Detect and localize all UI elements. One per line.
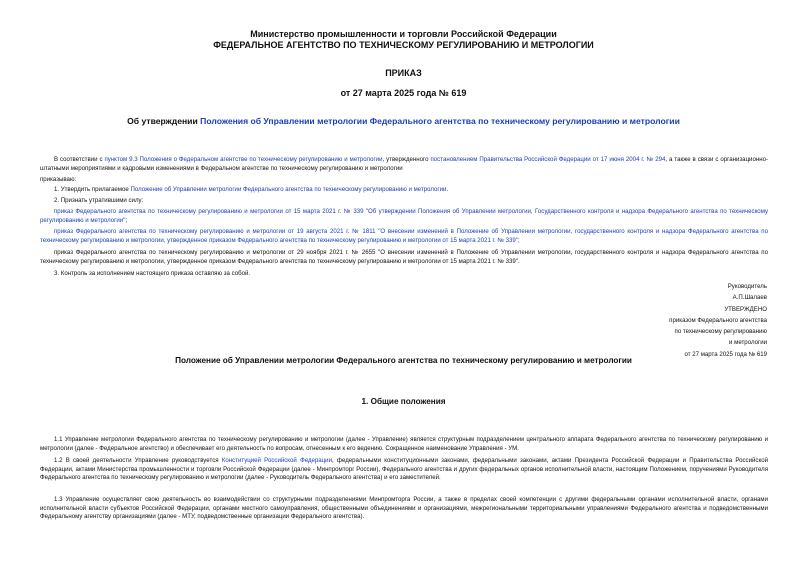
item-2a-link[interactable]: приказ Федерального агентства по техническому регулированию и метрологии от 15 марта 2021 г. № 339 "Об утверждении Положения об Управлении метрологии, Государственного контроля и надзора Федерального агентства по техническому регулированию и метрологии" — [40, 208, 768, 224]
section-1-paragraph-2-rest: , федеральными конституционными законами, федеральными законами, актами Президента Российской Федерации и Правительства Российской Федерации, актами Министерства промышленности и торговли Российской Федерации (далее - Минпромторг России), Федерального агентства и других федеральных органов исполнительной власти, настоящим Положением, поручениями Руководителя Федерального агентства по техническому регулированию и метрологии (далее - Руководитель Федерального агентства) и его заместителей. — [40, 457, 768, 482]
order-date-number: от 27 марта 2025 года № 619 — [340, 88, 467, 98]
item-2b — [40, 228, 768, 245]
item-2a — [40, 208, 768, 225]
signature-role: Руководитель — [727, 283, 767, 290]
item-2a-end: ; — [125, 216, 128, 224]
preamble-text-2: , утвержденного — [382, 156, 431, 163]
approval-line-4: и метрологии — [729, 339, 767, 347]
item-1-link[interactable]: Положение об Управлении метрологии Федерального агентства по техническому регулированию и метрологии — [130, 186, 447, 193]
approval-line-2: приказом Федерального агентства — [669, 316, 767, 324]
preamble — [40, 156, 768, 173]
item-3: 3. Контроль за исполнением настоящего приказа оставляю за собой. — [54, 270, 251, 277]
regulation-title: Положение об Управлении метрологии Федерального агентства по техническому регулированию и метрологии — [175, 356, 632, 365]
item-2c: приказ Федерального агентства по техническому регулированию и метрологии от 29 ноября 2021 г. № 2655 "О внесении изменений в Положение об Управлении метрологии, государственного контроля и надзора Федерального агентства по техническому регулированию и метрологии, утвержденное приказом Федерального агентства по техническому регулированию и метрологии от 15 марта 2021 г. № 339". — [40, 249, 768, 265]
order-title-prefix: Об утверждении — [127, 116, 201, 126]
preamble-text-1: В соответствии с — [54, 156, 105, 163]
section-1-heading: 1. Общие положения — [361, 397, 446, 406]
section-1-paragraph-2 — [40, 457, 768, 483]
item-2b-end: ; — [517, 236, 520, 244]
item-1 — [40, 186, 768, 195]
item-1-text: 1. Утвердить прилагаемое — [54, 186, 131, 193]
agency-name: ФЕДЕРАЛЬНОЕ АГЕНТСТВО ПО ТЕХНИЧЕСКОМУ РЕГУЛИРОВАНИЮ И МЕТРОЛОГИИ — [213, 40, 594, 50]
constitution-link[interactable]: Конституцией Российской Федерации — [221, 457, 332, 464]
approval-line-3: по техническому регулированию — [674, 328, 767, 336]
item-2b-link[interactable]: приказ Федерального агентства по техническому регулированию и метрологии от 19 августа 2021 г. № 1811 "О внесении изменений в Положение об Управлении метрологии, государственного контроля и надзора Федерального агентства по техническому регулированию и метрологии, утвержденное приказом Федерального агентства по техническому регулированию и метрологии от 15 марта 2021 г. № 339" — [40, 228, 768, 244]
preamble-link-regulation[interactable]: пунктом 9.3 Положения о Федеральном агентстве по техническому регулированию и метрологии — [104, 156, 383, 163]
signature-block — [669, 281, 767, 360]
order-title — [0, 116, 807, 126]
section-1-paragraph-1: 1.1 Управление метрологии Федерального агентства по техническому регулированию и метрологии (далее - Управление) является структурным подразделением центрального аппарата Федерального агентства по техническому регулированию и метрологии (далее - Федеральное агентство) и обеспечивает его деятельность по вопросам, отнесенным к его ведению. Сокращенное наименование Управления - УМ. — [40, 436, 768, 452]
section-1-paragraph-2-start: 1.2 В своей деятельности Управление руководствуется — [54, 457, 222, 464]
item-1-end: . — [446, 186, 449, 193]
preamble-text-3: , а также в связи с организационно-штатными мероприятиями и кадровыми изменениями в Федеральном агентстве по техническому регулированию и метрологии — [40, 156, 768, 172]
document-type: ПРИКАЗ — [385, 68, 422, 78]
ministry-name: Министерство промышленности и торговли Российской Федерации — [250, 29, 557, 39]
signature-name: А.П.Шалаев — [732, 294, 767, 302]
item-2: 2. Признать утратившими силу: — [54, 197, 144, 204]
preamble-link-decree[interactable]: постановлением Правительства Российской Федерации от 17 июня 2004 г. № 294 — [430, 156, 666, 163]
approval-line-5: от 27 марта 2025 года № 619 — [684, 350, 767, 358]
order-title-link[interactable]: Положения об Управлении метрологии Федерального агентства по техническому регулированию и метрологии — [200, 116, 680, 126]
order-word: приказываю: — [40, 176, 77, 183]
approval-stamp: УТВЕРЖДЕНО — [724, 305, 767, 313]
section-1-paragraph-3: 1.3 Управление осуществляет свою деятельность во взаимодействии со структурными подразделениями Минпромторга России, а также в пределах своей компетенции с другими федеральными органами исполнительной власти, органами исполнительной власти субъектов Российской Федерации, органами местного самоуправления, общественными объединениями и организациями, межрегиональными территориальными управлениями Федерального агентства и подведомственными Федеральному агентству организациями (далее - МТУ, подведомственные организации Федерального агентства). — [40, 496, 768, 521]
